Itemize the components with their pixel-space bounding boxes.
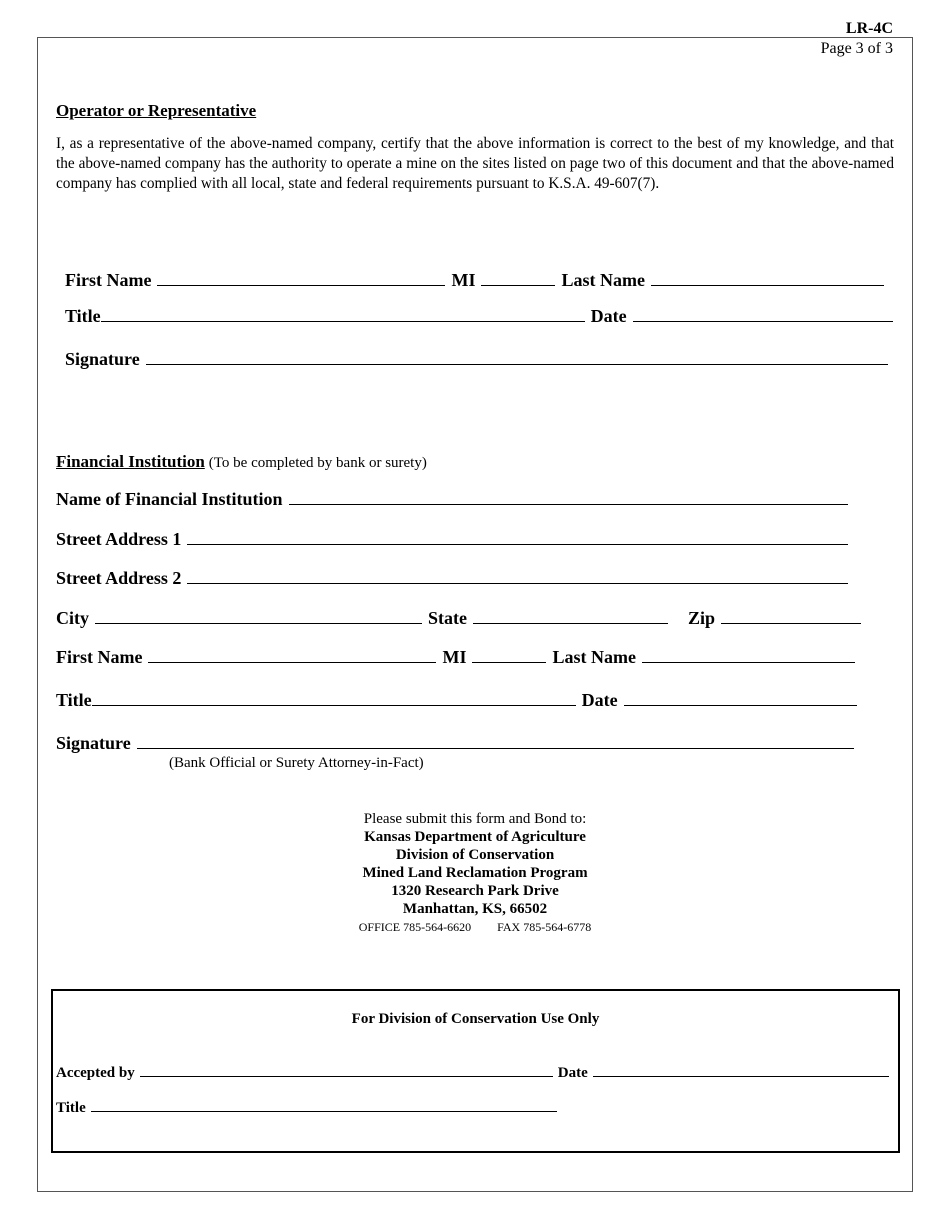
street1-row [56,529,848,550]
operator-last-name-field[interactable] [651,271,884,286]
mi-label: MI [451,270,476,290]
submit-city: Manhattan, KS, 66502 [402,901,548,917]
office-title-field[interactable] [91,1101,557,1112]
bank-signature-row [56,733,854,754]
office-phone: OFFICE 785-564-6620 [358,920,472,934]
accepted-by-field[interactable] [140,1066,553,1077]
bank-signature-field[interactable] [137,734,854,749]
city-state-zip-row [56,608,861,629]
bank-mi-field[interactable] [472,648,546,663]
city-field[interactable] [95,609,422,624]
operator-title-field[interactable] [101,307,585,322]
institution-name-field[interactable] [289,490,848,505]
office-date-field[interactable] [593,1066,889,1077]
street1-field[interactable] [187,530,848,545]
financial-heading [56,452,427,472]
bank-last-name-label: Last Name [552,647,636,667]
operator-title-row [65,306,893,327]
operator-signature-field[interactable] [146,350,888,365]
submit-division: Division of Conservation [395,847,555,863]
operator-signature-row [65,349,888,370]
institution-row [56,489,848,510]
title-label: Title [65,306,101,326]
institution-label: Name of Financial Institution [56,489,283,509]
bank-title-label: Title [56,690,92,710]
submit-phones [0,918,950,936]
street2-field[interactable] [187,569,848,584]
street2-label: Street Address 2 [56,568,182,588]
accepted-row [56,1065,889,1082]
bank-signature-label: Signature [56,733,131,753]
submit-program: Mined Land Reclamation Program [362,865,588,881]
office-use-box [51,989,900,1153]
state-label: State [428,608,467,628]
zip-label: Zip [688,608,716,628]
submit-org: Kansas Department of Agriculture [364,829,586,845]
bank-last-name-field[interactable] [642,648,855,663]
operator-mi-field[interactable] [481,271,555,286]
office-use-title: For Division of Conservation Use Only [351,1011,600,1027]
bank-date-field[interactable] [624,691,857,706]
certification-text: I, as a representative of the above-named company, certify that the above information is correct to the best of my knowledge, and that the above-named company has the authority to operate a mine on the sites listed on page two of this document and that the above-named company has complied with all local, state and federal requirements pursuant to K.S.A. 49-607(7). [56,135,894,192]
submit-street: 1320 Research Park Drive [391,883,559,899]
bank-mi-label: MI [442,647,467,667]
operator-section-title: Operator or Representative [56,101,257,120]
accepted-by-label: Accepted by [56,1065,135,1081]
operator-date-field[interactable] [633,307,893,322]
office-title-label: Title [56,1100,86,1116]
financial-section-subtitle: (To be completed by bank or surety) [208,455,427,471]
state-field[interactable] [473,609,668,624]
street1-label: Street Address 1 [56,529,182,549]
contact-title-row [56,690,857,711]
bank-first-name-field[interactable] [148,648,436,663]
zip-field[interactable] [721,609,861,624]
submission-address [0,810,950,936]
first-name-label: First Name [65,270,152,290]
date-label: Date [590,306,627,326]
signature-note: (Bank Official or Surety Attorney-in-Fact) [169,755,424,771]
submit-intro: Please submit this form and Bond to: [363,811,587,827]
operator-name-row [65,270,884,291]
financial-section-title: Financial Institution [56,452,205,471]
office-date-label: Date [557,1065,588,1081]
street2-row [56,568,848,589]
signature-label: Signature [65,349,140,369]
operator-first-name-field[interactable] [157,271,445,286]
office-title-row [56,1100,557,1117]
last-name-label: Last Name [561,270,645,290]
fax-number: FAX 785-564-6778 [497,920,592,934]
city-label: City [56,608,89,628]
bank-title-field[interactable] [92,691,576,706]
page-number: Page 3 of 3 [820,40,893,57]
form-code: LR-4C [845,20,893,37]
contact-name-row [56,647,855,668]
bank-first-name-label: First Name [56,647,143,667]
bank-date-label: Date [581,690,618,710]
